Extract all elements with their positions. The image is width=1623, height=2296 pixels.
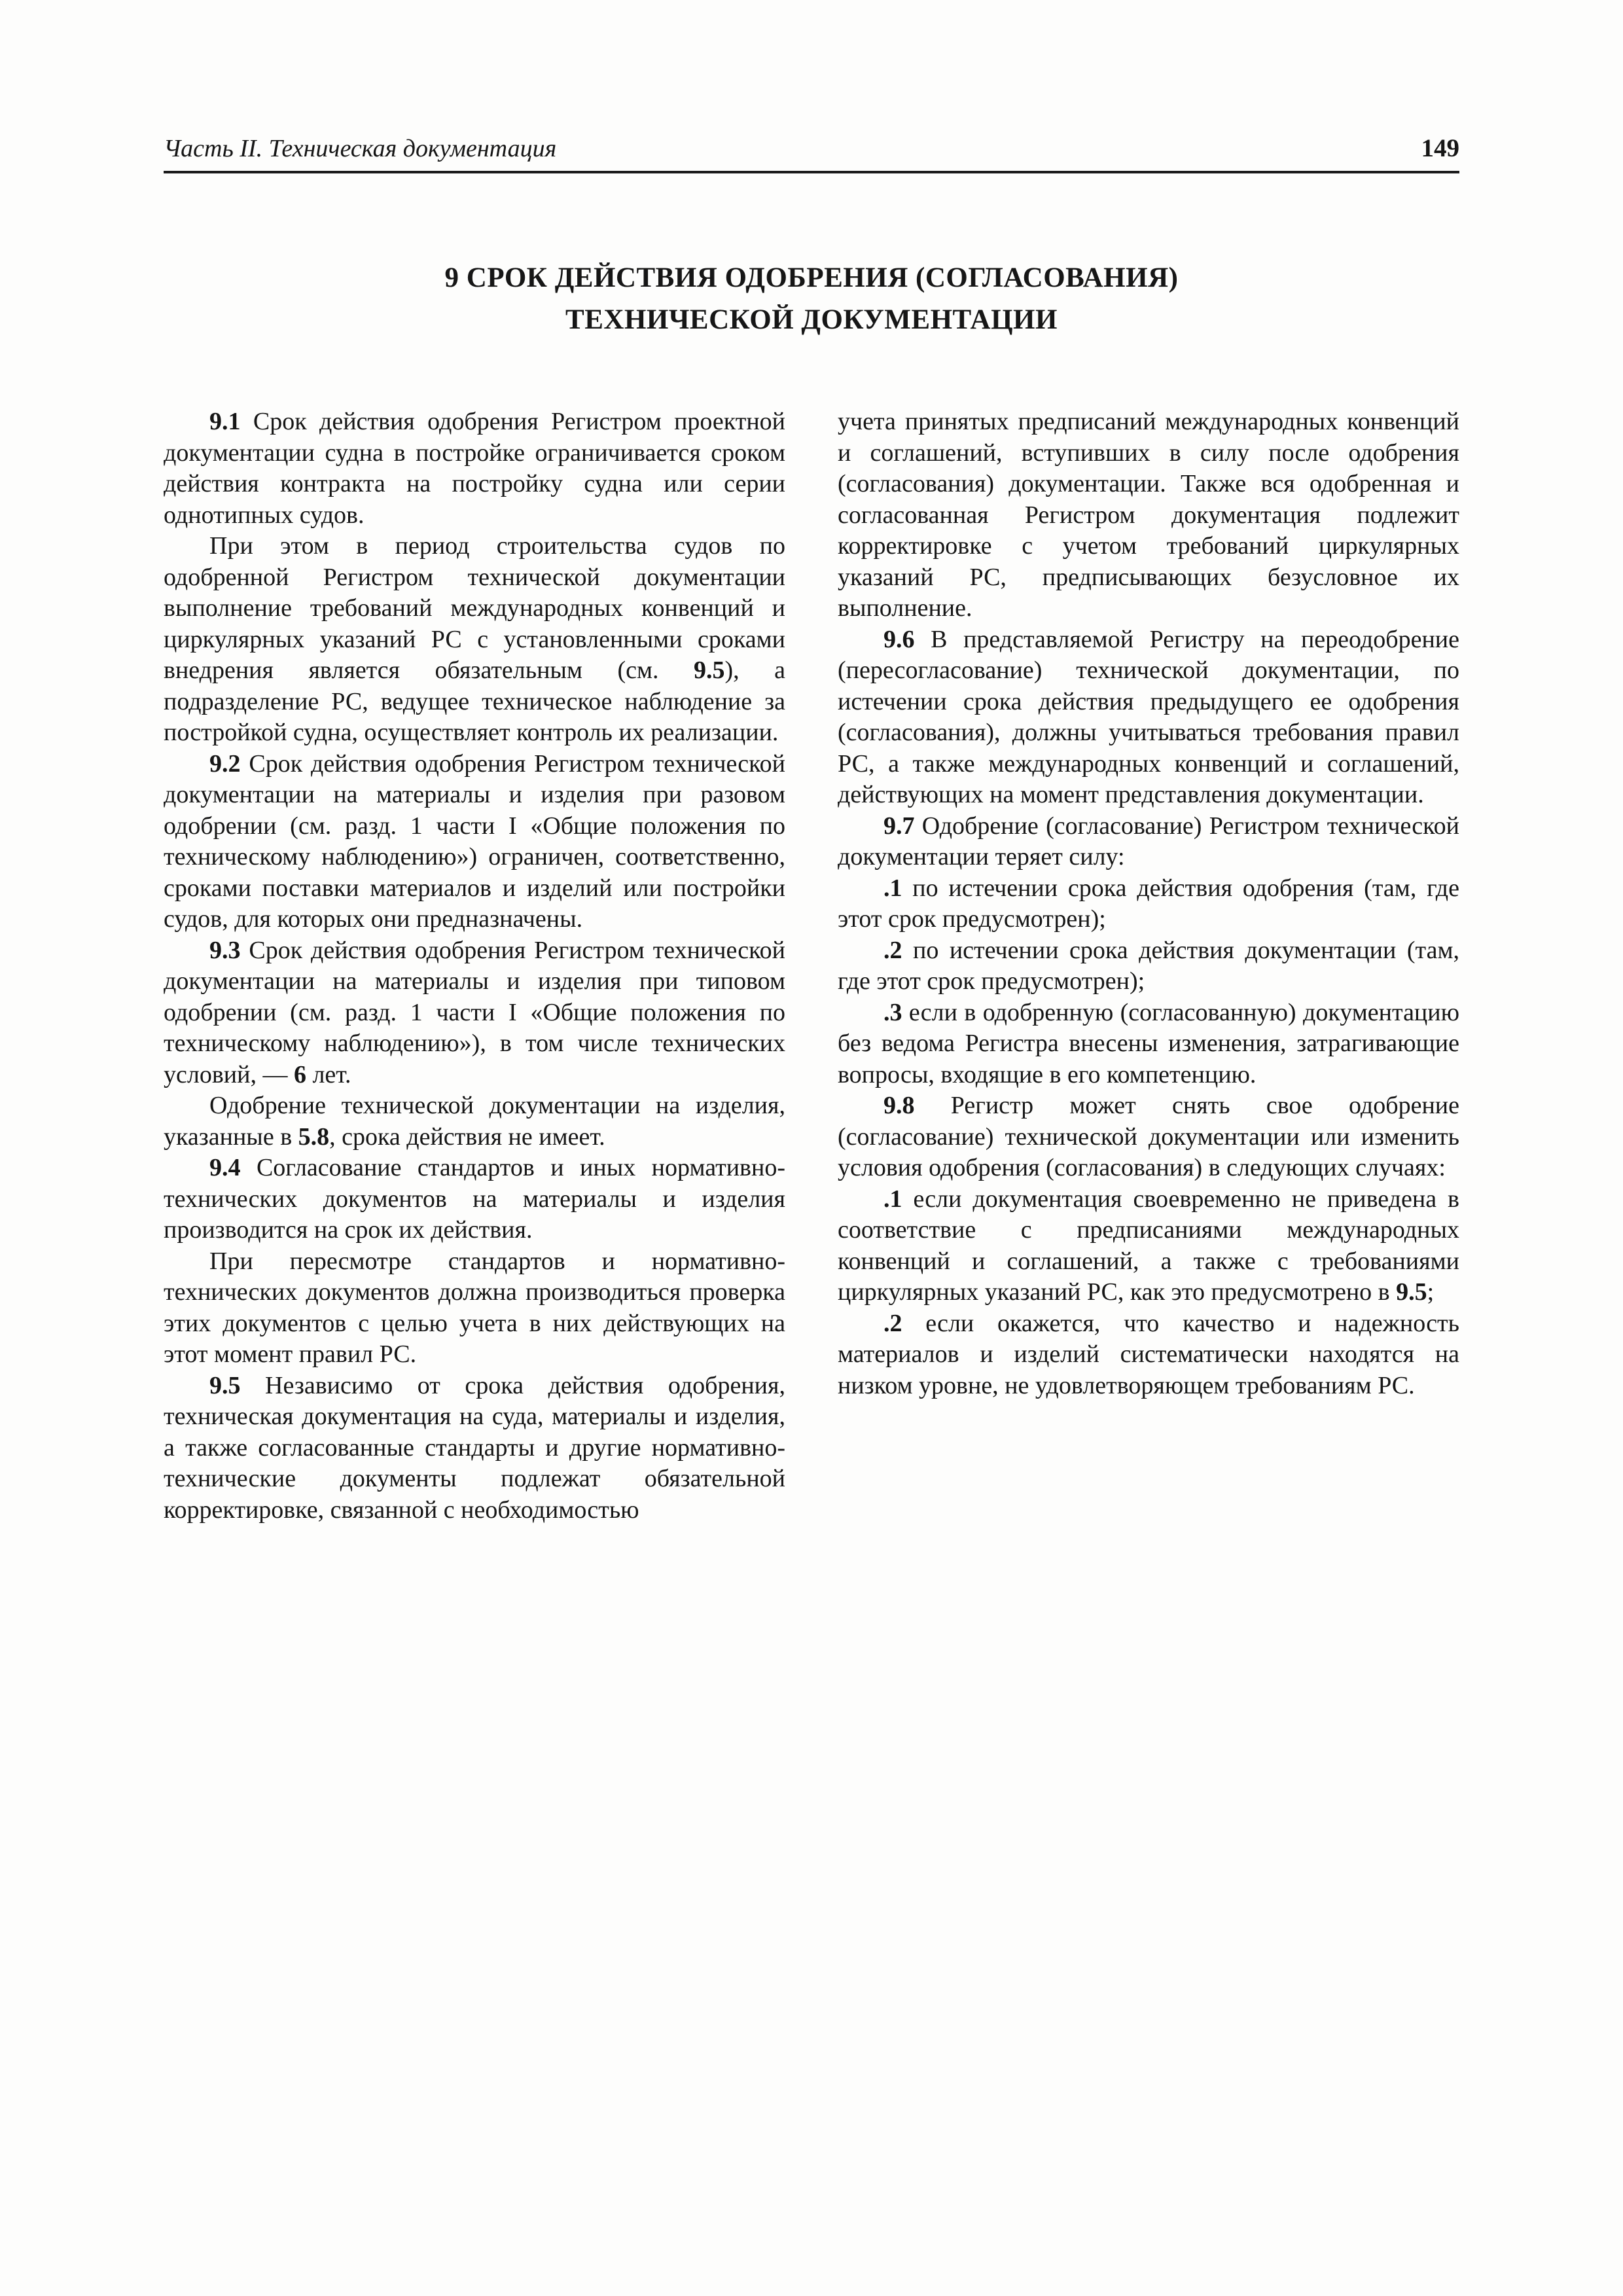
text-run: если документация своевременно не приведена в соответствие с предписаниями международных конвенций и соглашений, а также с требованиями циркулярных указаний РС, как это предусмотрено в	[838, 1185, 1459, 1306]
text-run: .3	[883, 998, 902, 1026]
text-run: Одобрение технической документации на изделия, указанные в	[164, 1092, 785, 1151]
text-run: ), а подразделение РС, ведущее техническое наблюдение за постройкой судна, осуществляет контроль их реализации.	[164, 656, 785, 746]
section-title-line1: 9 СРОК ДЕЙСТВИЯ ОДОБРЕНИЯ (СОГЛАСОВАНИЯ)	[444, 262, 1179, 293]
text-run: Срок действия одобрения Регистром проектной документации судна в постройке ограничивается сроком действия контракта на постройку судна или серии однотипных судов.	[164, 408, 785, 529]
text-run: Срок действия одобрения Регистром технической документации на материалы и изделия при разовом одобрении (см. разд. 1 части I «Общие положения по техническому наблюдению») ограничен, соответственно, сроками поставки материалов и изделий или постройки судов, для которых они предназначены.	[164, 749, 785, 933]
text-run: 5.8	[298, 1122, 330, 1151]
column-left	[164, 406, 785, 1526]
text-run: если окажется, что качество и надежность материалов и изделий систематически находятся на низком уровне, не удовлетворяющем требованиям РС.	[838, 1309, 1459, 1399]
text-run: 9.7	[883, 812, 915, 840]
paragraph	[838, 624, 1459, 811]
text-run: по истечении срока действия одобрения (там, где этот срок предусмотрен);	[838, 874, 1459, 933]
column-right	[838, 406, 1459, 1526]
paragraph	[164, 531, 785, 749]
paragraph	[164, 1153, 785, 1246]
paragraph	[164, 1246, 785, 1371]
text-run: лет.	[306, 1060, 351, 1088]
text-run: При пересмотре стандартов и нормативно-технических документов должна производиться проверка этих документов с целью учета в них действующих на этот момент правил РС.	[164, 1247, 785, 1368]
text-run: 9.1	[209, 408, 241, 435]
paragraph	[838, 997, 1459, 1091]
text-run: .1	[883, 1185, 902, 1213]
text-run: , срока действия не имеет.	[329, 1122, 605, 1151]
text-run: 9.8	[883, 1092, 915, 1119]
paragraph	[838, 1090, 1459, 1184]
page-header	[164, 134, 1459, 173]
section-title	[164, 257, 1459, 341]
paragraph	[164, 1371, 785, 1526]
text-run: по истечении срока действия документации (там, где этот срок предусмотрен);	[838, 936, 1459, 995]
paragraph	[164, 406, 785, 531]
text-run: 9.5	[1396, 1278, 1427, 1306]
paragraph	[164, 749, 785, 935]
text-run: если в одобренную (согласованную) документацию без ведома Регистра внесены изменения, затрагивающие вопросы, входящие в его компетенцию.	[838, 998, 1459, 1088]
running-head	[164, 134, 1459, 163]
paragraph	[164, 935, 785, 1091]
paragraph	[838, 1184, 1459, 1308]
paragraph	[164, 1090, 785, 1153]
text-run: учета принятых предписаний международных конвенций и соглашений, вступивших в силу после одобрения (согласования) документации. Также вся одобренная и согласованная Регистром документация подлежит корректировке с учетом требований циркулярных указаний РС, предписывающих безусловное их выполнение.	[838, 408, 1459, 622]
content-columns	[164, 406, 1459, 1526]
running-title: Часть II. Техническая документация	[164, 135, 557, 162]
text-run: 9.2	[209, 749, 241, 778]
paragraph	[838, 811, 1459, 873]
text-run: .2	[883, 936, 902, 964]
text-run: В представляемой Регистру на переодобрение (пересогласование) технической документации, по истечении срока действия предыдущего ее одобрения (согласования), должны учитываться требования правил РС, а также международных конвенций и соглашений, действующих на момент представления документации.	[838, 625, 1459, 808]
text-run: 9.4	[209, 1154, 241, 1181]
text-run: Регистр может снять свое одобрение (согласование) технической документации или изменить условия одобрения (согласования) в следующих случаях:	[838, 1092, 1459, 1181]
text-run: 9.3	[209, 936, 241, 964]
text-run: Независимо от срока действия одобрения, техническая документация на суда, материалы и изделия, а также согласованные стандарты и другие нормативно-технические документы подлежат обязательной корректировке, связанной с необходимостью	[164, 1371, 785, 1524]
text-run: 9.6	[883, 625, 915, 653]
paragraph	[838, 935, 1459, 997]
text-run: 9.5	[694, 656, 725, 684]
section-title-line2: ТЕХНИЧЕСКОЙ ДОКУМЕНТАЦИИ	[565, 304, 1058, 335]
text-run: 6	[293, 1060, 306, 1088]
text-run: При этом в период строительства судов по одобренной Регистром технической документации выполнение требований международных конвенций и циркулярных указаний РС с установленными сроками внедрения является обязательным (см.	[164, 532, 785, 684]
text-run: Одобрение (согласование) Регистром технической документации теряет силу:	[838, 812, 1459, 870]
text-run: .1	[883, 874, 902, 902]
text-run: Согласование стандартов и иных нормативно-технических документов на материалы и изделия производится на срок их действия.	[164, 1154, 785, 1244]
paragraph	[838, 1308, 1459, 1402]
text-run: Срок действия одобрения Регистром технической документации на материалы и изделия при типовом одобрении (см. разд. 1 части I «Общие положения по техническому наблюдению»), в том числе технических условий, —	[164, 936, 785, 1088]
text-run: ;	[1427, 1278, 1435, 1306]
paragraph	[838, 873, 1459, 935]
page-number: 149	[1421, 134, 1459, 162]
header-rule	[164, 171, 1459, 173]
text-run: .2	[883, 1309, 902, 1337]
text-run: 9.5	[209, 1371, 241, 1399]
paragraph	[838, 406, 1459, 624]
